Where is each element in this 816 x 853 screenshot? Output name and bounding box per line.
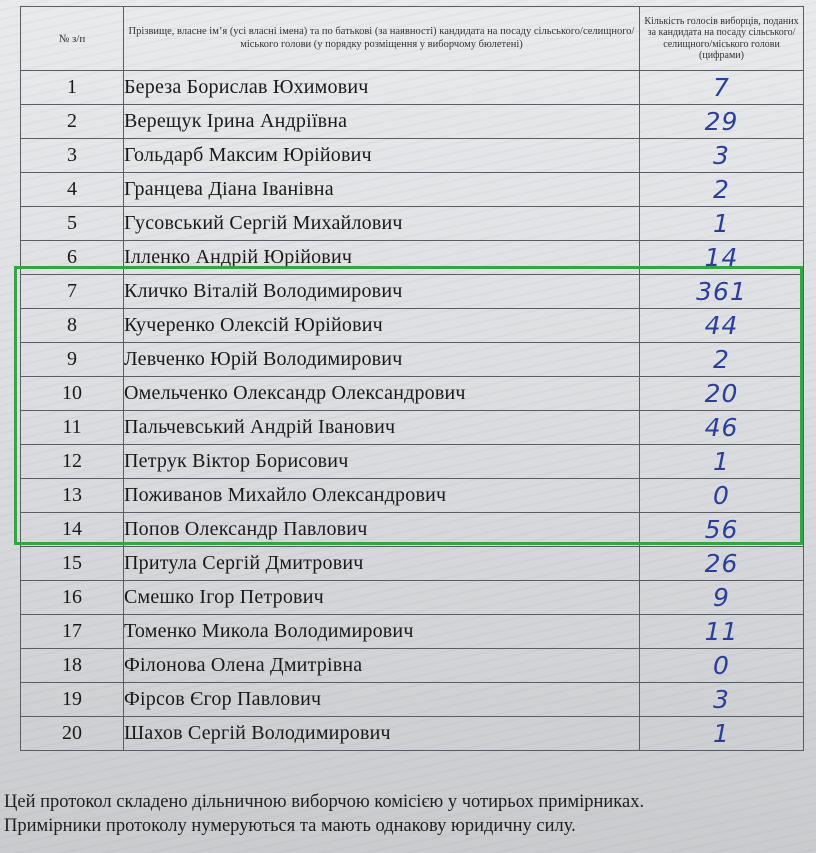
vote-count: 9 [640,581,804,615]
protocol-footer [0,790,816,838]
vote-count: 26 [640,547,804,581]
candidate-name: Попов Олександр Павлович [124,513,640,547]
candidate-name: Левченко Юрій Володимирович [124,343,640,377]
vote-count: 1 [640,445,804,479]
candidate-name: Поживанов Михайло Олександрович [124,479,640,513]
table-row [21,683,804,717]
candidate-name: Філонова Олена Дмитрівна [124,649,640,683]
header-number: № з/п [21,7,124,71]
header-candidate-name: Прізвище, власне ім’я (усі власні імена) та по батькові (за наявності) кандидата на посаду сільського/селищного/міського голови (у порядку розміщення у виборчому бюлетені) [124,7,640,71]
table-row [21,649,804,683]
row-number: 17 [21,615,124,649]
candidate-name: Смешко Ігор Петрович [124,581,640,615]
row-number: 12 [21,445,124,479]
candidates-table [20,6,804,751]
candidate-name: Гусовський Сергій Михайлович [124,207,640,241]
table-body [21,71,804,751]
candidate-name: Пальчевський Андрій Іванович [124,411,640,445]
table-row [21,241,804,275]
vote-count: 3 [640,683,804,717]
vote-count: 7 [640,71,804,105]
table-row [21,343,804,377]
candidate-name: Ілленко Андрій Юрійович [124,241,640,275]
table-row [21,207,804,241]
vote-count: 29 [640,105,804,139]
row-number: 11 [21,411,124,445]
candidate-name: Петрук Віктор Борисович [124,445,640,479]
vote-count: 2 [640,343,804,377]
vote-count: 20 [640,377,804,411]
table-row [21,615,804,649]
vote-count: 1 [640,207,804,241]
table-row [21,139,804,173]
candidate-name: Омельченко Олександр Олександрович [124,377,640,411]
vote-count: 361 [640,275,804,309]
table-row [21,513,804,547]
table-row [21,71,804,105]
table-row [21,717,804,751]
candidate-name: Томенко Микола Володимирович [124,615,640,649]
row-number: 20 [21,717,124,751]
table-row [21,581,804,615]
candidate-name: Шахов Сергій Володимирович [124,717,640,751]
table-row [21,411,804,445]
row-number: 8 [21,309,124,343]
table-row [21,309,804,343]
vote-count: 2 [640,173,804,207]
table-row [21,275,804,309]
candidate-name: Фірсов Єгор Павлович [124,683,640,717]
row-number: 19 [21,683,124,717]
candidate-name: Верещук Ірина Андріївна [124,105,640,139]
row-number: 1 [21,71,124,105]
row-number: 15 [21,547,124,581]
table-row [21,445,804,479]
row-number: 18 [21,649,124,683]
table-row [21,377,804,411]
candidate-name: Притула Сергій Дмитрович [124,547,640,581]
row-number: 4 [21,173,124,207]
vote-count: 46 [640,411,804,445]
row-number: 14 [21,513,124,547]
table-row [21,173,804,207]
table-row [21,105,804,139]
row-number: 3 [21,139,124,173]
row-number: 9 [21,343,124,377]
vote-count: 0 [640,649,804,683]
table-header [21,7,804,71]
row-number: 13 [21,479,124,513]
row-number: 2 [21,105,124,139]
footer-line-2: Примірники протоколу нумеруються та мають однакову юридичну силу. [4,816,576,836]
candidate-name: Гольдарб Максим Юрійович [124,139,640,173]
row-number: 16 [21,581,124,615]
candidate-name: Гранцева Діана Іванівна [124,173,640,207]
vote-count: 3 [640,139,804,173]
row-number: 10 [21,377,124,411]
table-row [21,547,804,581]
candidate-name: Кличко Віталій Володимирович [124,275,640,309]
vote-count: 0 [640,479,804,513]
row-number: 6 [21,241,124,275]
vote-count: 14 [640,241,804,275]
vote-count: 44 [640,309,804,343]
candidate-name: Кучеренко Олексій Юрійович [124,309,640,343]
row-number: 7 [21,275,124,309]
header-votes: Кількість голосів виборців, поданих за кандидата на посаду сільського/селищного/міського голови (цифрами) [640,7,804,71]
vote-count: 56 [640,513,804,547]
row-number: 5 [21,207,124,241]
footer-line-1: Цей протокол складено дільничною виборчою комісією у чотирьох примірниках. [4,792,645,812]
table-row [21,479,804,513]
vote-count: 11 [640,615,804,649]
candidate-name: Береза Борислав Юхимович [124,71,640,105]
vote-count: 1 [640,717,804,751]
